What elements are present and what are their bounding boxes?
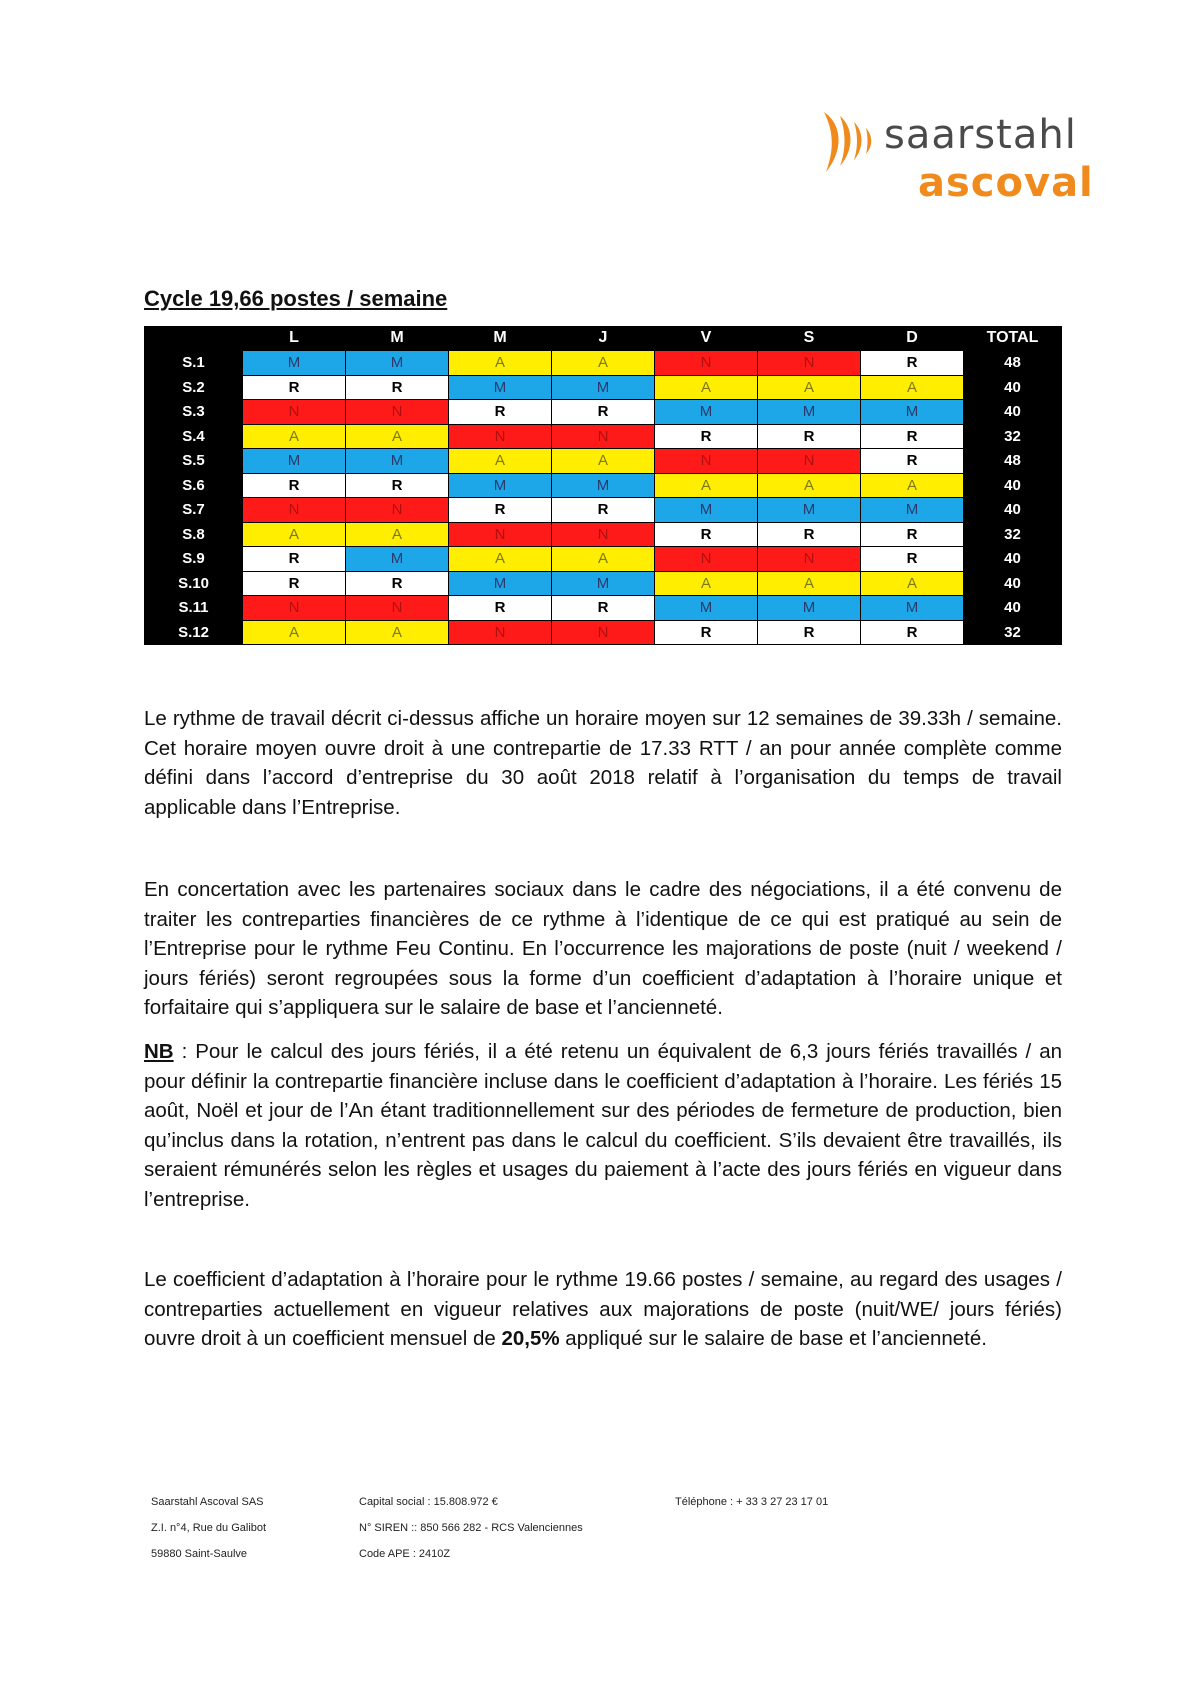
shift-cell: A: [346, 620, 449, 645]
shift-cell: N: [552, 424, 655, 449]
shift-cell: M: [655, 400, 758, 425]
shift-cell: R: [861, 351, 964, 376]
shift-cell: R: [552, 400, 655, 425]
shift-cell: R: [346, 473, 449, 498]
schedule-row: [145, 571, 1062, 596]
shift-cell: A: [346, 522, 449, 547]
header-cell-dimanche: D: [861, 326, 964, 351]
shift-cell: N: [346, 400, 449, 425]
shift-cell: N: [758, 351, 861, 376]
shift-cell: R: [243, 375, 346, 400]
paragraph-nb-holidays: [144, 1037, 1062, 1214]
shift-cell: A: [655, 473, 758, 498]
week-label: S.6: [145, 473, 243, 498]
shift-cell: A: [243, 522, 346, 547]
week-total: 40: [964, 375, 1062, 400]
shift-cell: R: [861, 547, 964, 572]
shift-cell: M: [552, 473, 655, 498]
schedule-table-wrapper: [144, 326, 1062, 645]
footer-siren: N° SIREN :: 850 566 282 - RCS Valenciennes: [359, 1522, 583, 1534]
week-label: S.1: [145, 351, 243, 376]
shift-cell: M: [346, 547, 449, 572]
header-cell-mardi: M: [346, 326, 449, 351]
footer-legal-column: [359, 1494, 583, 1572]
shift-cell: R: [449, 498, 552, 523]
header-cell-samedi: S: [758, 326, 861, 351]
shift-cell: N: [243, 498, 346, 523]
paragraph-rhythm-description: Le rythme de travail décrit ci-dessus affiche un horaire moyen sur 12 semaines de 39.33h / semaine. Cet horaire moyen ouvre droit à une contrepartie de 17.33 RTT / an pour année complète comme défini dans l’accord d’entreprise du 30 août 2018 relatif à l’organisation du temps de travail applicable dans l’Entreprise.: [144, 707, 1062, 819]
shift-cell: N: [758, 449, 861, 474]
shift-cell: R: [655, 522, 758, 547]
shift-cell: M: [655, 596, 758, 621]
cycle-title: Cycle 19,66 postes / semaine: [144, 286, 448, 311]
shift-cell: A: [552, 449, 655, 474]
shift-cell: R: [861, 620, 964, 645]
shift-cell: N: [449, 522, 552, 547]
footer-ape: Code APE : 2410Z: [359, 1548, 451, 1560]
week-label: S.10: [145, 571, 243, 596]
shift-cell: R: [243, 571, 346, 596]
shift-cell: A: [346, 424, 449, 449]
shift-cell: R: [758, 620, 861, 645]
week-label: S.8: [145, 522, 243, 547]
week-total: 32: [964, 424, 1062, 449]
shift-cell: N: [552, 522, 655, 547]
shift-cell: R: [449, 400, 552, 425]
shift-cell: M: [243, 351, 346, 376]
week-total: 40: [964, 400, 1062, 425]
shift-cell: N: [346, 498, 449, 523]
week-total: 32: [964, 620, 1062, 645]
shift-cell: N: [655, 351, 758, 376]
shift-cell: M: [346, 449, 449, 474]
shift-cell: R: [449, 596, 552, 621]
shift-cell: M: [449, 473, 552, 498]
shift-cell: R: [346, 571, 449, 596]
shift-cell: A: [243, 620, 346, 645]
shift-cell: M: [552, 375, 655, 400]
schedule-row: [145, 498, 1062, 523]
paragraph-coefficient: [144, 1265, 1062, 1354]
schedule-row: [145, 449, 1062, 474]
shift-cell: M: [758, 498, 861, 523]
week-label: S.7: [145, 498, 243, 523]
shift-cell: N: [655, 547, 758, 572]
shift-cell: A: [655, 375, 758, 400]
shift-cell: R: [655, 424, 758, 449]
shift-cell: A: [243, 424, 346, 449]
shift-cell: A: [861, 375, 964, 400]
swoosh-logo-icon: [820, 110, 880, 174]
header-cell-lundi: L: [243, 326, 346, 351]
week-total: 40: [964, 596, 1062, 621]
shift-cell: R: [758, 424, 861, 449]
schedule-row: [145, 351, 1062, 376]
header-cell-mercredi: M: [449, 326, 552, 351]
schedule-row: [145, 596, 1062, 621]
week-total: 32: [964, 522, 1062, 547]
week-label: S.5: [145, 449, 243, 474]
shift-cell: A: [552, 547, 655, 572]
shift-cell: A: [758, 375, 861, 400]
shift-cell: R: [861, 449, 964, 474]
week-total: 40: [964, 547, 1062, 572]
header-cell-week: [145, 326, 243, 351]
schedule-row: [145, 547, 1062, 572]
week-total: 40: [964, 473, 1062, 498]
shift-cell: M: [552, 571, 655, 596]
schedule-body: [145, 351, 1062, 645]
footer-phone: Téléphone : + 33 3 27 23 17 01: [675, 1496, 829, 1508]
shift-cell: A: [655, 571, 758, 596]
footer-contact-column: [675, 1494, 828, 1520]
shift-cell: M: [758, 400, 861, 425]
week-label: S.2: [145, 375, 243, 400]
logo-text-saarstahl: saarstahl: [884, 112, 1077, 158]
week-label: S.3: [145, 400, 243, 425]
company-logo: [820, 108, 1094, 208]
week-label: S.12: [145, 620, 243, 645]
shift-cell: R: [346, 375, 449, 400]
week-total: 40: [964, 571, 1062, 596]
shift-cell: N: [449, 620, 552, 645]
schedule-table: [144, 326, 1062, 645]
shift-cell: M: [243, 449, 346, 474]
shift-cell: M: [758, 596, 861, 621]
shift-cell: N: [655, 449, 758, 474]
week-total: 48: [964, 351, 1062, 376]
shift-cell: R: [243, 547, 346, 572]
shift-cell: A: [552, 351, 655, 376]
nb-label: NB: [144, 1040, 174, 1063]
schedule-row: [145, 620, 1062, 645]
week-total: 48: [964, 449, 1062, 474]
paragraph-negotiation: En concertation avec les partenaires sociaux dans le cadre des négociations, il a été convenu de traiter les contreparties financières de ce rythme à l’identique de ce qui est pratiqué au sein de l’Entreprise pour le rythme Feu Continu. En l’occurrence les majorations de poste (nuit / weekend / jours fériés) seront regroupées sous la forme d’un coefficient d’adaptation à l’horaire unique et forfaitaire qui s’appliquera sur le salaire de base et l’ancienneté.: [144, 878, 1062, 1019]
shift-cell: M: [655, 498, 758, 523]
coefficient-text-after: appliqué sur le salaire de base et l’ancienneté.: [559, 1327, 987, 1350]
shift-cell: M: [861, 400, 964, 425]
footer-address: Z.I. n°4, Rue du Galibot: [151, 1522, 267, 1534]
shift-cell: N: [243, 400, 346, 425]
shift-cell: R: [552, 596, 655, 621]
week-label: S.9: [145, 547, 243, 572]
footer-company-name: Saarstahl Ascoval SAS: [151, 1496, 264, 1508]
shift-cell: M: [449, 375, 552, 400]
shift-cell: A: [758, 571, 861, 596]
shift-cell: N: [449, 424, 552, 449]
shift-cell: M: [346, 351, 449, 376]
shift-cell: M: [861, 498, 964, 523]
footer-city: 59880 Saint-Saulve: [151, 1548, 248, 1560]
shift-cell: R: [861, 522, 964, 547]
header-cell-vendredi: V: [655, 326, 758, 351]
shift-cell: A: [449, 351, 552, 376]
shift-cell: A: [449, 547, 552, 572]
shift-cell: A: [861, 473, 964, 498]
shift-cell: N: [552, 620, 655, 645]
nb-text: : Pour le calcul des jours fériés, il a été retenu un équivalent de 6,3 jours fériés travaillés / an pour définir la contrepartie financière incluse dans le coefficient d’adaptation à l’horaire. Les fériés 15 août, Noël et jour de l’An étant traditionnellement sur des périodes de fermeture de production, bien qu’inclus dans la rotation, n’entrent pas dans le calcul du coefficient. S’ils devaient être travaillés, ils seraient rémunérés selon les règles et usages du paiement à l’acte des jours fériés en vigueur dans l’entreprise.: [144, 1040, 1062, 1211]
schedule-row: [145, 424, 1062, 449]
shift-cell: R: [655, 620, 758, 645]
shift-cell: N: [346, 596, 449, 621]
shift-cell: A: [861, 571, 964, 596]
week-total: 40: [964, 498, 1062, 523]
schedule-row: [145, 375, 1062, 400]
week-label: S.11: [145, 596, 243, 621]
shift-cell: N: [758, 547, 861, 572]
shift-cell: N: [243, 596, 346, 621]
shift-cell: R: [758, 522, 861, 547]
shift-cell: A: [758, 473, 861, 498]
footer-company-column: [151, 1494, 266, 1572]
schedule-header-row: [145, 326, 1062, 351]
shift-cell: M: [449, 571, 552, 596]
logo-text-ascoval: ascoval: [918, 160, 1094, 206]
footer-capital: Capital social : 15.808.972 €: [359, 1496, 498, 1508]
coefficient-value: 20,5%: [501, 1327, 560, 1350]
schedule-row: [145, 400, 1062, 425]
shift-cell: R: [243, 473, 346, 498]
schedule-row: [145, 473, 1062, 498]
shift-cell: M: [861, 596, 964, 621]
coefficient-text-before: Le coefficient d’adaptation à l’horaire pour le rythme 19.66 postes / semaine, au regard des usages / contreparties actuellement en vigueur relatives aux majorations de poste (nuit/WE/ jours fériés) ouvre droit à un coefficient mensuel de: [144, 1268, 1062, 1350]
shift-cell: R: [861, 424, 964, 449]
week-label: S.4: [145, 424, 243, 449]
header-cell-total: TOTAL: [964, 326, 1062, 351]
schedule-row: [145, 522, 1062, 547]
shift-cell: R: [552, 498, 655, 523]
shift-cell: A: [449, 449, 552, 474]
header-cell-jeudi: J: [552, 326, 655, 351]
